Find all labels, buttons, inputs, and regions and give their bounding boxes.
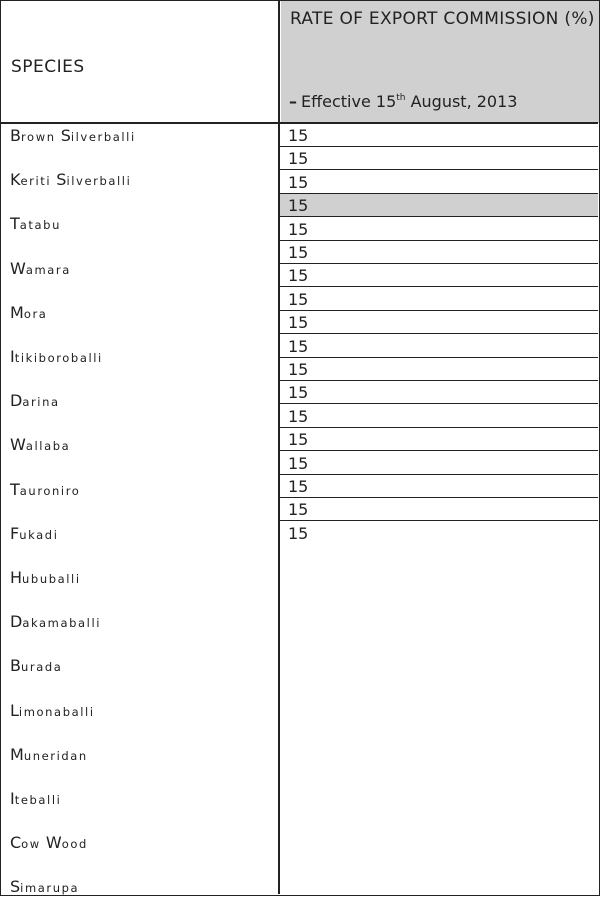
rate-cell — [280, 241, 598, 264]
rate-cell — [280, 218, 598, 241]
rate-cell — [280, 405, 598, 428]
rate-cell — [280, 124, 598, 147]
rate-value: 15 — [288, 523, 309, 543]
rate-value: 15 — [288, 453, 309, 473]
species-row: Brown Silverballi — [10, 126, 136, 145]
rate-column-header: RATE OF EXPORT COMMISSION (%) — [290, 9, 595, 29]
effective-suffix: August, 2013 — [405, 92, 518, 111]
species-row: Simarupa — [10, 877, 80, 897]
rate-cell — [280, 171, 598, 194]
rate-cell — [280, 194, 598, 217]
species-row: Cow Wood — [10, 833, 88, 853]
species-row: Hububalli — [10, 568, 81, 587]
rate-cell — [280, 288, 598, 311]
rate-cell — [280, 498, 598, 521]
species-row: Itikiboroballi — [10, 347, 103, 366]
rate-value: 15 — [288, 149, 309, 169]
species-header-cell — [1, 1, 279, 123]
species-row: Burada — [10, 656, 63, 676]
rate-cell — [280, 475, 598, 498]
species-column-header: SPECIES — [11, 57, 85, 77]
species-row: Wamara — [10, 258, 71, 278]
species-row: Wallaba — [10, 435, 71, 455]
species-row: Darina — [10, 391, 60, 411]
rate-value: 15 — [288, 430, 309, 450]
species-row: Iteballi — [10, 789, 62, 808]
rate-value: 15 — [288, 196, 309, 216]
rate-value: 15 — [288, 336, 309, 356]
rate-cell — [280, 311, 598, 334]
rate-cell — [280, 358, 598, 381]
rate-value: 15 — [288, 360, 309, 379]
rate-header-cell — [281, 1, 599, 123]
rate-value: 15 — [288, 289, 309, 309]
rate-cell — [280, 147, 598, 170]
rate-value: 15 — [288, 406, 309, 426]
rate-value: 15 — [288, 219, 309, 239]
rate-cell — [280, 381, 598, 404]
species-row: Fukadi — [10, 523, 59, 543]
rate-value: 15 — [288, 126, 309, 145]
rate-value: 15 — [288, 477, 309, 496]
effective-dash: – — [289, 92, 297, 111]
rate-value: 15 — [288, 172, 309, 192]
effective-date-note — [289, 92, 517, 111]
rate-cell — [280, 522, 598, 545]
species-row: Limonaballi — [10, 700, 95, 720]
species-row: Muneridan — [10, 744, 88, 764]
rate-value: 15 — [288, 500, 309, 520]
rate-cell — [280, 428, 598, 451]
species-row: Mora — [10, 302, 48, 322]
rate-cell — [280, 452, 598, 475]
species-row: Tatabu — [10, 214, 61, 234]
rate-cell — [280, 264, 598, 287]
rate-value: 15 — [288, 243, 309, 262]
effective-superscript: th — [396, 93, 406, 103]
species-row: Tauroniro — [10, 479, 81, 499]
effective-prefix: Effective 15 — [301, 92, 397, 111]
species-row: Dakamaballi — [10, 612, 102, 632]
rate-cell — [280, 335, 598, 358]
rate-value: 15 — [288, 313, 309, 333]
species-row: Keriti Silverballi — [10, 170, 132, 190]
rate-value: 15 — [288, 266, 309, 286]
rate-value: 15 — [288, 383, 309, 403]
